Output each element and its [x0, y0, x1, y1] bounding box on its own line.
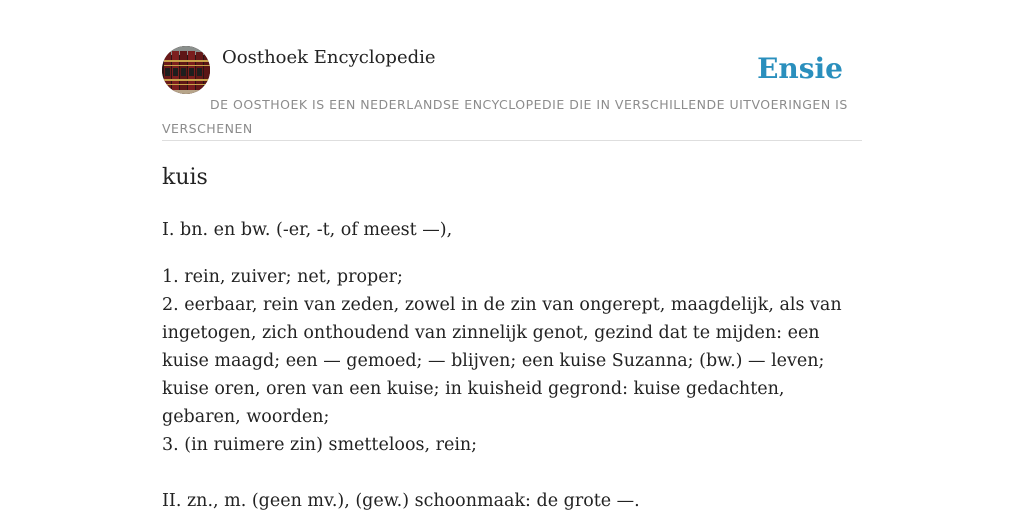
avatar-image: [162, 46, 210, 94]
sense-item: 2. eerbaar, rein van zeden, zowel in de zin van ongerept, maagdelijk, als van ingetogen, zich onthoudend van zinnelijk genot, gezind dat te mijden: een kuise maagd; een — gemoed; — blijven; een kuise Suzanna; (bw.) — leven; kuise oren, oren van een kuise; in kuisheid gegrond: kuise gedachten, gebaren, woorden;: [162, 295, 842, 427]
book-spines-icon[interactable]: [162, 46, 210, 94]
sense-item: 3. (in ruimere zin) smetteloos, rein;: [162, 435, 478, 455]
site-header: [162, 46, 862, 141]
entry-title: kuis: [162, 165, 208, 190]
sense-item: 1. rein, zuiver; net, proper;: [162, 267, 403, 287]
brand-logo-link[interactable]: Ensie: [757, 52, 843, 85]
site-title[interactable]: Oosthoek Encyclopedie: [222, 47, 436, 68]
site-tagline: DE OOSTHOEK IS EEN NEDERLANDSE ENCYCLOPEDIE DIE IN VERSCHILLENDE UITVOERINGEN IS VERSCHENEN: [162, 97, 848, 136]
entry-grammar: I. bn. en bw. (-er, -t, of meest —),: [162, 220, 453, 240]
entry-senses: [162, 263, 862, 459]
dictionary-entry: [162, 162, 862, 512]
entry-noun-sense: II. zn., m. (geen mv.), (gew.) schoonmaak: de grote —.: [162, 491, 640, 511]
